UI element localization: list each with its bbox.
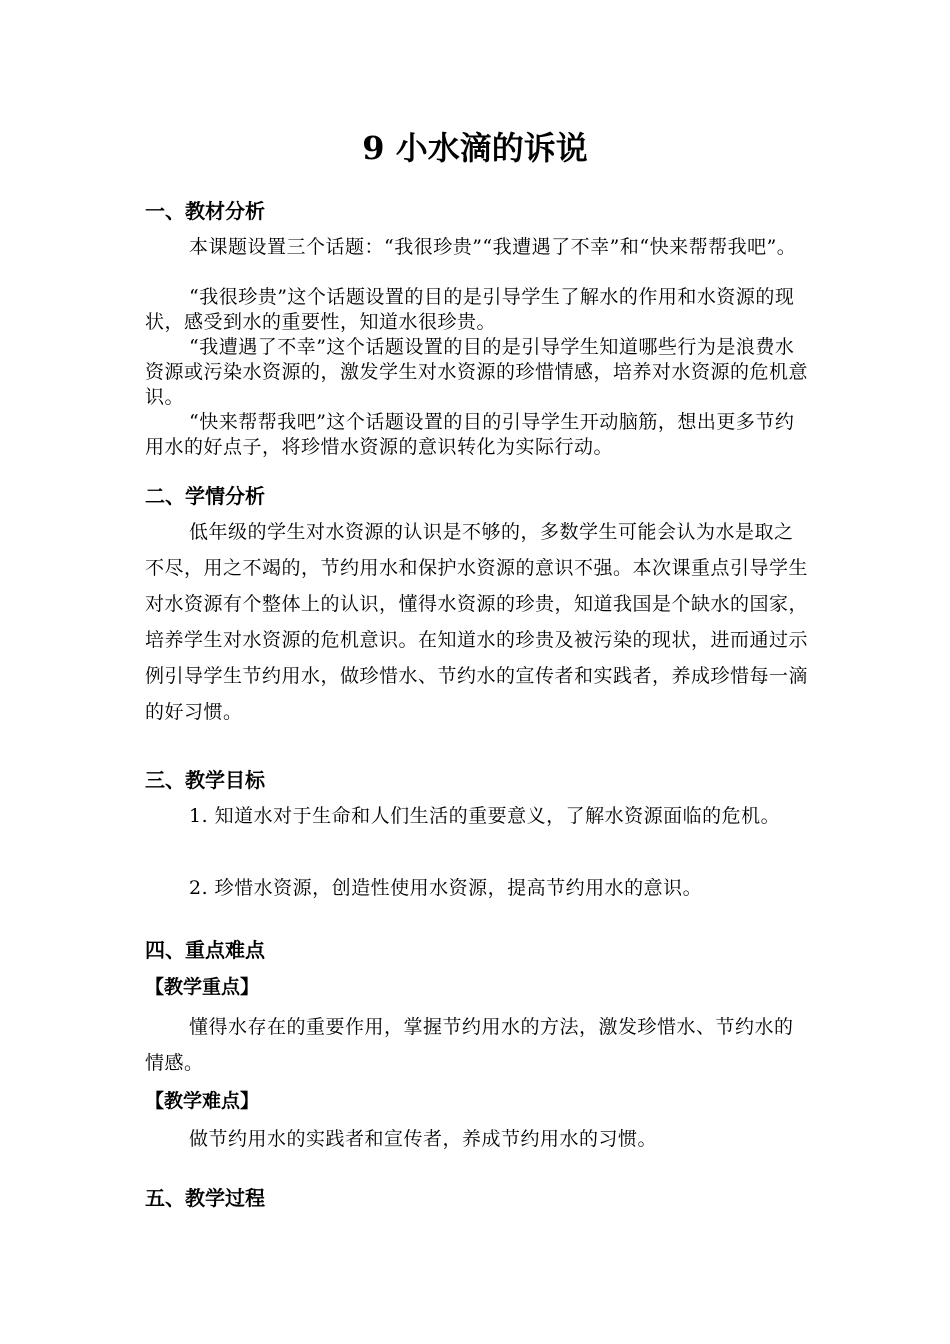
page-title: 9 小水滴的诉说 xyxy=(362,129,588,167)
difficulty-text: 做节约用水的实践者和宣传者，养成节约用水的习惯。 xyxy=(189,1128,658,1150)
paragraph: 低年级的学生对水资源的认识是不够的，多数学生可能会认为水是取之不尽，用之不竭的，节约用水和保护水资源的意识不强。本次课重点引导学生对水资源有个整体上的认识，懂得水资源的珍贵，知道我国是个缺水的国家，培养学生对水资源的危机意识。在知道水的珍贵及被污染的现状，进而通过示例引导学生节约用水，做珍惜水、节约水的宣传者和实践者，养成珍惜每一滴的好习惯。 xyxy=(145,521,809,723)
section-heading-key-points: 四、重点难点 xyxy=(145,938,265,962)
section-heading-learner-analysis: 二、学情分析 xyxy=(145,484,265,508)
difficulty-label: 【教学难点】 xyxy=(145,1090,260,1112)
key-point-text: 懂得水存在的重要作用，掌握节约用水的方法，激发珍惜水、节约水的情感。 xyxy=(145,1016,794,1074)
paragraph: “我遭遇了不幸”这个话题设置的目的是引导学生知道哪些行为是浪费水资源或污染水资源的，激发学生对水资源的珍惜情感，培养对水资源的危机意识。 xyxy=(145,336,809,408)
paragraph: “我很珍贵”这个话题设置的目的是引导学生了解水的作用和水资源的现状，感受到水的重要性，知道水很珍贵。 xyxy=(145,286,795,333)
paragraph: “快来帮帮我吧”这个话题设置的目的引导学生开动脑筋，想出更多节约用水的好点子，将珍惜水资源的意识转化为实际行动。 xyxy=(145,411,795,458)
paragraph: 本课题设置三个话题：“我很珍贵”“我遭遇了不幸”和“快来帮帮我吧”。 xyxy=(189,236,797,258)
goal-item: 2. 珍惜水资源，创造性使用水资源，提高节约用水的意识。 xyxy=(189,877,703,899)
section-heading-textbook-analysis: 一、教材分析 xyxy=(145,199,265,223)
goal-item: 1. 知道水对于生命和人们生活的重要意义，了解水资源面临的危机。 xyxy=(189,805,781,827)
key-point-label: 【教学重点】 xyxy=(145,976,260,998)
section-heading-teaching-process: 五、教学过程 xyxy=(145,1186,265,1210)
section-heading-teaching-goals: 三、教学目标 xyxy=(145,768,265,792)
